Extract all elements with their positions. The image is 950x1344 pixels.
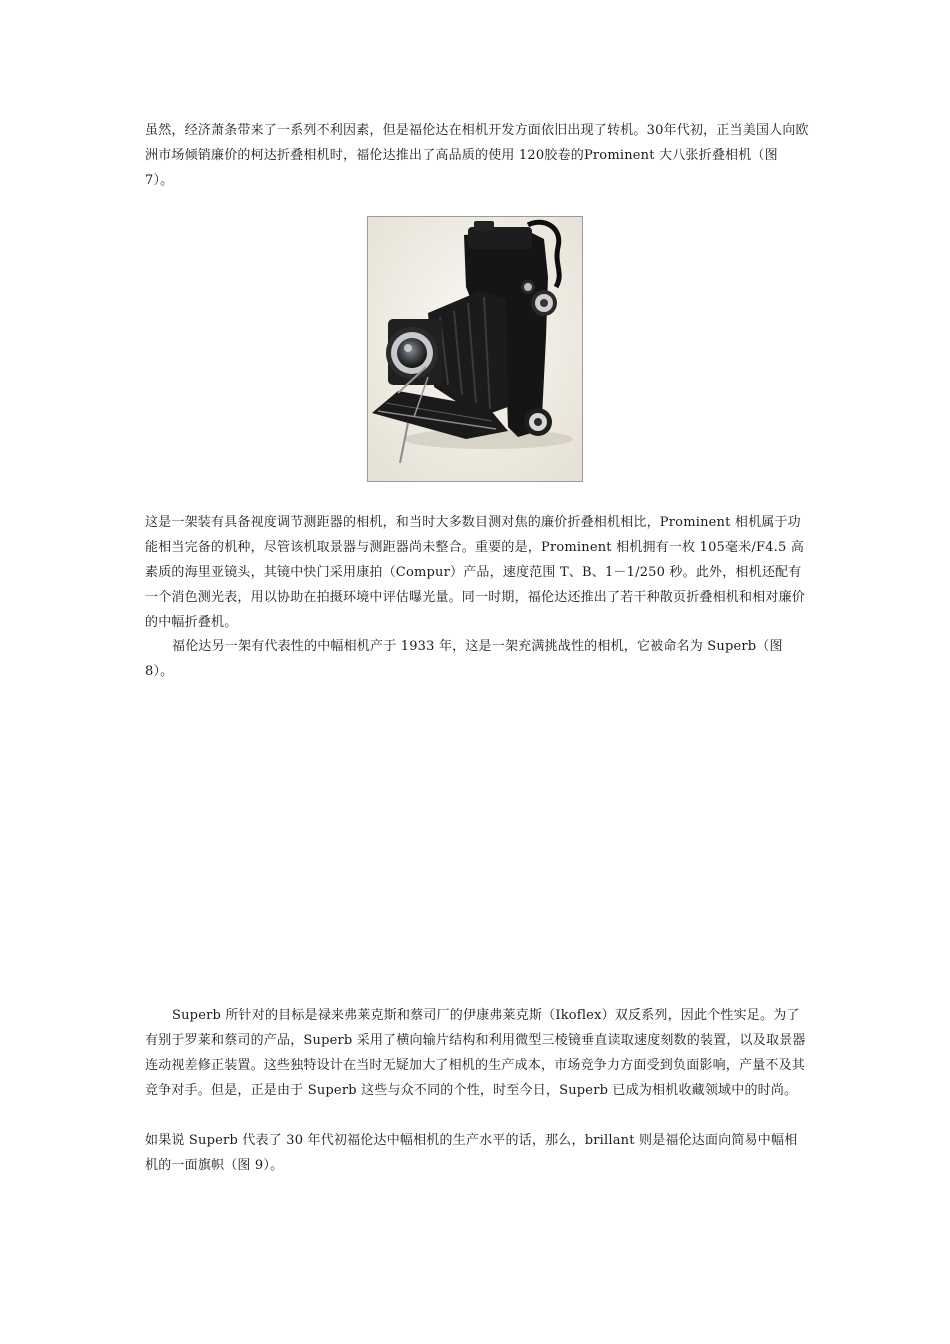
paragraph-5: 如果说 Superb 代表了 30 年代初福伦达中幅相机的生产水平的话，那么，brillant 则是福伦达面向简易中幅相机的一面旗帜（图 9）。: [145, 1133, 798, 1173]
paragraph-2: 这是一架装有具备视度调节测距器的相机，和当时大多数目测对焦的廉价折叠相机相比，Prominent 相机属于功能相当完备的机种，尽管该机取景器与测距器尚未整合。重要的是，Prominent 相机拥有一枚 105毫米/F4.5 高素质的海里亚镜头，其镜中快门采用康拍（Compur）产品，速度范围 T、B、1－1/250 秒。此外，相机还配有一个消色测光表，用以协助在拍摄环境中评估曝光量。同一时期，福伦达还推出了若干种散页折叠相机和相对廉价的中幅折叠机。: [145, 515, 806, 630]
paragraph-3: 福伦达另一架有代表性的中幅相机产于 1933 年，这是一架充满挑战性的相机，它被命名为 Superb（图 8）。: [145, 639, 783, 679]
figure-7-camera-photo: [367, 216, 583, 482]
paragraph-4: Superb 所针对的目标是禄来弗莱克斯和蔡司厂的伊康弗莱克斯（Ikoflex）双反系列，因此个性实足。为了有别于罗莱和蔡司的产品，Superb 采用了横向输片结构和利用微型三棱镜垂直读取速度刻数的装置，以及取景器连动视差修正装置。这些独特设计在当时无疑加大了相机的生产成本，市场竞争力方面受到负面影响，产量不及其竞争对手。但是，正是由于 Superb 这些与众不同的个性，时至今日，Superb 已成为相机收藏领域中的时尚。: [145, 1008, 806, 1098]
paragraph-1: 虽然，经济萧条带来了一系列不利因素，但是福伦达在相机开发方面依旧出现了转机。30年代初，正当美国人向欧洲市场倾销廉价的柯达折叠相机时，福伦达推出了高品质的使用 120胶卷的Prominent 大八张折叠相机（图 7）。: [145, 123, 809, 188]
folding-camera-image: [368, 217, 582, 481]
